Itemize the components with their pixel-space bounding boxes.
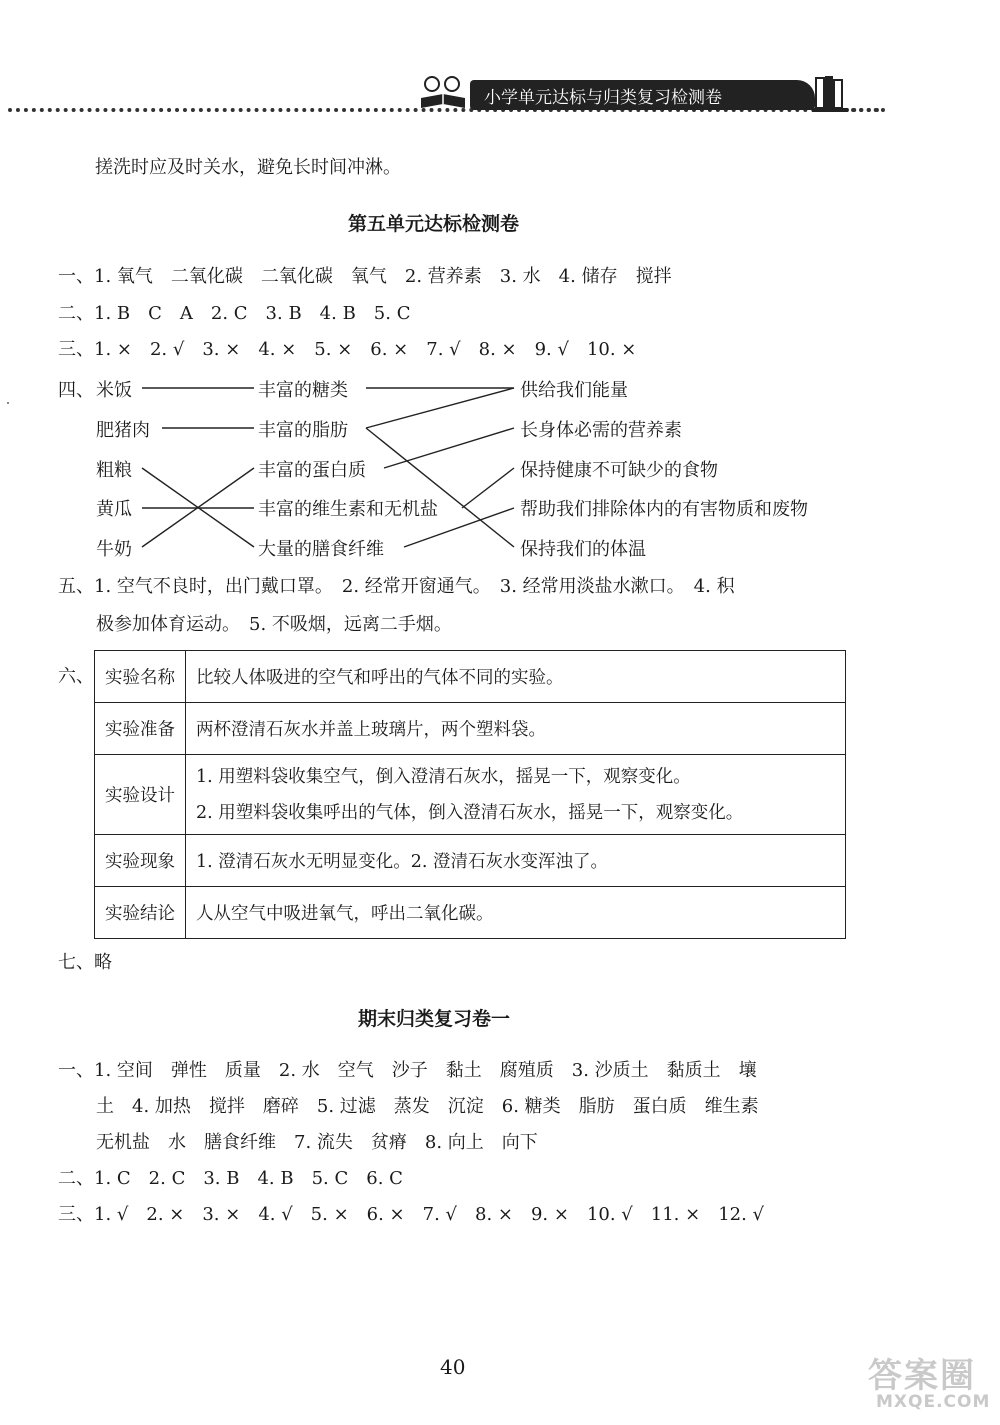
unit5-q5-line2: 极参加体育运动。 5. 不吸烟，远离二手烟。 (96, 614, 452, 635)
unit5-q2: 二、1. B C A 2. C 3. B 4. B 5. C (58, 303, 411, 324)
experiment-table (94, 650, 846, 939)
nutrient-item: 丰富的蛋白质 (258, 460, 366, 481)
watermark-logo (868, 1348, 991, 1418)
table-row (95, 835, 846, 887)
match-line (366, 428, 514, 547)
function-item: 保持我们的体温 (520, 539, 646, 560)
experiment-design-cell (186, 755, 846, 835)
experiment-phenom-value: 1. 澄清石灰水无明显变化。2. 澄清石灰水变浑浊了。 (186, 835, 846, 887)
food-item: 黄瓜 (96, 499, 132, 520)
food-item: 粗粮 (96, 460, 132, 481)
experiment-concl-value: 人从空气中吸进氧气，呼出二氧化碳。 (186, 887, 846, 939)
unit5-q7: 七、略 (58, 952, 112, 973)
watermark-line2: MXQE.COM (876, 1392, 991, 1412)
table-row (95, 651, 846, 703)
function-item: 保持健康不可缺少的食物 (520, 460, 718, 481)
food-item: 米饭 (96, 380, 132, 401)
unit5-q4-label: 四、 (58, 380, 94, 401)
header-banner-title: 小学单元达标与归类复习检测卷 (484, 87, 722, 108)
intro-line: 搓洗时应及时关水，避免长时间冲淋。 (95, 157, 401, 178)
experiment-prep-label: 实验准备 (95, 703, 186, 755)
match-line (404, 508, 514, 547)
nutrient-item: 大量的膳食纤维 (258, 539, 384, 560)
nutrient-item: 丰富的维生素和无机盐 (258, 499, 438, 520)
unit5-title: 第五单元达标检测卷 (348, 213, 520, 235)
unit5-q1: 一、1. 氧气 二氧化碳 二氧化碳 氧气 2. 营养素 3. 水 4. 储存 搅拌 (58, 266, 672, 287)
function-item: 帮助我们排除体内的有害物质和废物 (520, 499, 808, 520)
match-line (462, 468, 514, 508)
nutrient-item: 丰富的糖类 (258, 380, 348, 401)
food-item: 肥猪肉 (96, 420, 150, 441)
experiment-phenom-label: 实验现象 (95, 835, 186, 887)
match-line (366, 388, 514, 428)
function-item: 供给我们能量 (520, 380, 628, 401)
final1-title: 期末归类复习卷一 (358, 1008, 511, 1030)
page-number: 40 (440, 1355, 466, 1379)
table-row (95, 703, 846, 755)
table-row (95, 887, 846, 939)
margin-mark (7, 402, 9, 404)
nutrient-item: 丰富的脂肪 (258, 420, 348, 441)
experiment-name-label: 实验名称 (95, 651, 186, 703)
unit5-q5-line1: 五、1. 空气不良时，出门戴口罩。 2. 经常开窗通气。 3. 经常用淡盐水漱口。 4. 积 (58, 576, 735, 597)
final1-q1-line1: 一、1. 空间 弹性 质量 2. 水 空气 沙子 黏土 腐殖质 3. 沙质土 黏质土 壤 (58, 1060, 757, 1081)
match-line (384, 428, 514, 468)
final1-q1-line3: 无机盐 水 膳食纤维 7. 流失 贫瘠 8. 向上 向下 (96, 1132, 538, 1153)
final1-q1-line2: 土 4. 加热 搅拌 磨碎 5. 过滤 蒸发 沉淀 6. 糖类 脂肪 蛋白质 维生素 (96, 1096, 759, 1117)
experiment-design-label: 实验设计 (95, 755, 186, 835)
matching-lines (0, 0, 1000, 600)
experiment-prep-value: 两杯澄清石灰水并盖上玻璃片，两个塑料袋。 (186, 703, 846, 755)
function-item: 长身体必需的营养素 (520, 420, 682, 441)
experiment-concl-label: 实验结论 (95, 887, 186, 939)
final1-q2: 二、1. C 2. C 3. B 4. B 5. C 6. C (58, 1168, 403, 1189)
unit5-q6-label: 六、 (58, 666, 94, 687)
experiment-design-value-1: 1. 用塑料袋收集空气，倒入澄清石灰水，摇晃一下，观察变化。 (196, 766, 691, 787)
watermark-line1: 答案圈 (868, 1356, 976, 1396)
experiment-name-value: 比较人体吸进的空气和呼出的气体不同的实验。 (186, 651, 846, 703)
table-row (95, 755, 846, 835)
experiment-design-value-2: 2. 用塑料袋收集呼出的气体，倒入澄清石灰水，摇晃一下，观察变化。 (196, 802, 744, 823)
unit5-q3: 三、1. × 2. √ 3. × 4. × 5. × 6. × 7. √ 8. × 9. √ 10. × (58, 339, 637, 360)
food-item: 牛奶 (96, 539, 132, 560)
final1-q3: 三、1. √ 2. × 3. × 4. √ 5. × 6. × 7. √ 8. × 9. × 10. √ 11. × 12. √ (58, 1204, 765, 1225)
